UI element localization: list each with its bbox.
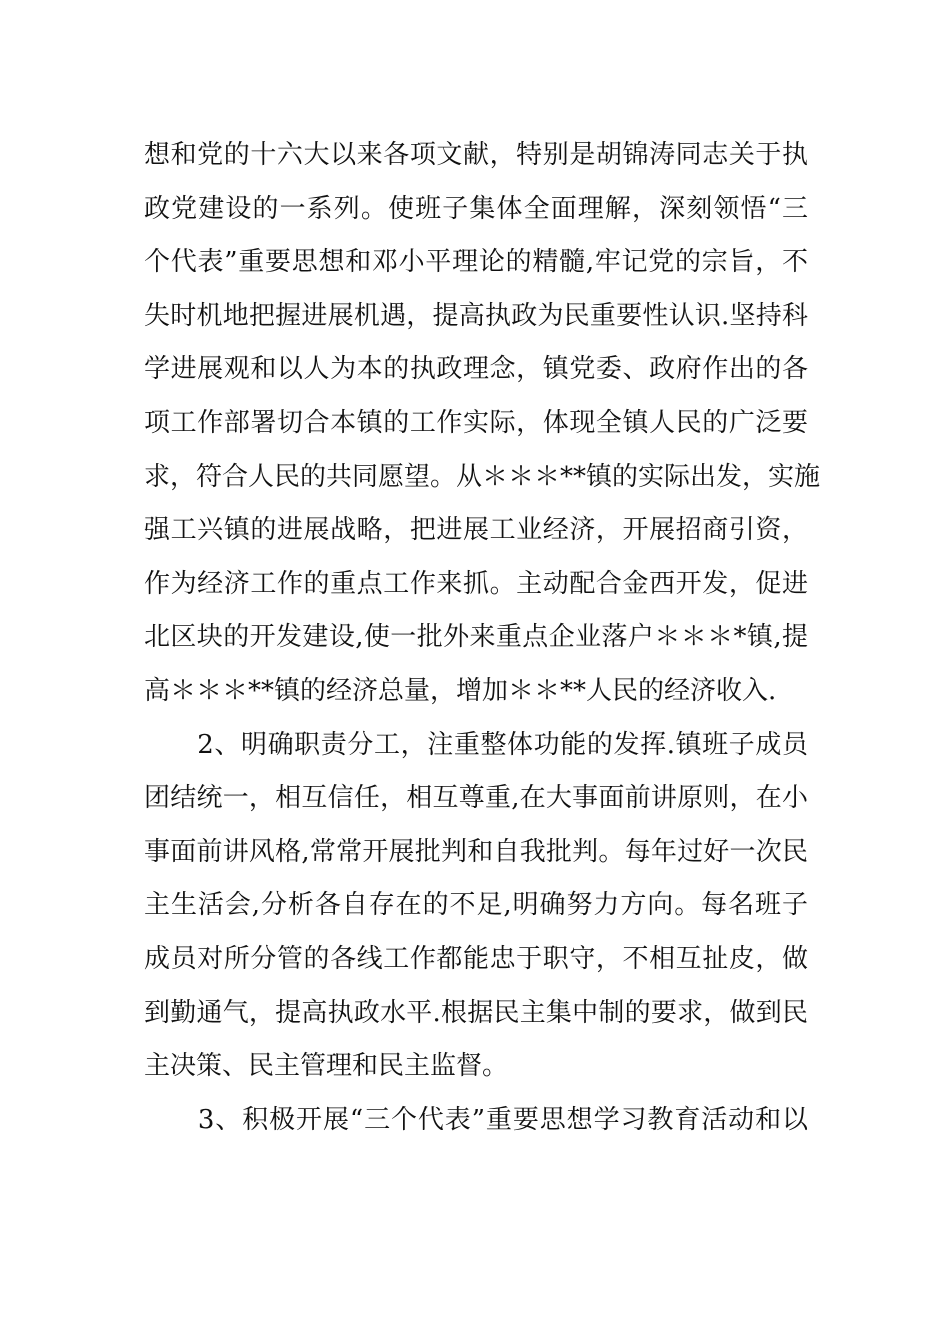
text-line: 主决策、民主管理和民主监督。 bbox=[144, 1051, 509, 1082]
text-line: 事面前讲风格,常常开展批判和自我批判。每年过好一次民 bbox=[144, 836, 808, 867]
text-line: 求，符合人民的共同愿望。从＊＊＊**镇的实际出发，实施 bbox=[144, 461, 821, 492]
text-line: 北区块的开发建设,使一批外来重点企业落户＊＊＊*镇,提 bbox=[144, 622, 808, 653]
text-line: 高＊＊＊**镇的经济总量，增加＊＊**人民的经济收入. bbox=[144, 675, 777, 706]
text-line: 项工作部署切合本镇的工作实际，体现全镇人民的广泛要 bbox=[144, 407, 808, 438]
text-line: 主生活会,分析各自存在的不足,明确努力方向。每名班子 bbox=[144, 890, 808, 921]
text-line: 成员对所分管的各线工作都能忠于职守，不相互扯皮，做 bbox=[144, 943, 808, 974]
text-line: 2、明确职责分工，注重整体功能的发挥.镇班子成员 bbox=[144, 729, 808, 760]
text-line: 作为经济工作的重点工作来抓。主动配合金西开发，促进 bbox=[144, 568, 808, 599]
text-line: 想和党的十六大以来各项文献，特别是胡锦涛同志关于执 bbox=[144, 140, 808, 170]
text-line: 个代表”重要思想和邓小平理论的精髓,牢记党的宗旨，不 bbox=[144, 247, 808, 278]
text-line: 到勤通气，提高执政水平.根据民主集中制的要求，做到民 bbox=[144, 997, 808, 1028]
text-line: 失时机地把握进展机遇，提高执政为民重要性认识.坚持科 bbox=[144, 300, 808, 331]
text-line: 学进展观和以人为本的执政理念，镇党委、政府作出的各 bbox=[144, 354, 808, 385]
text-line: 3、积极开展“三个代表”重要思想学习教育活动和以 bbox=[144, 1104, 808, 1135]
document-body bbox=[144, 129, 821, 1147]
text-line: 团结统一，相互信任，相互尊重,在大事面前讲原则，在小 bbox=[144, 783, 808, 814]
paragraph-3 bbox=[144, 1094, 808, 1148]
text-line: 政党建设的一系列。使班子集体全面理解，深刻领悟“三 bbox=[144, 193, 808, 224]
text-line: 强工兴镇的进展战略，把进展工业经济，开展招商引资， bbox=[144, 515, 808, 546]
paragraph-2 bbox=[144, 719, 808, 1094]
paragraph-1 bbox=[144, 129, 821, 719]
